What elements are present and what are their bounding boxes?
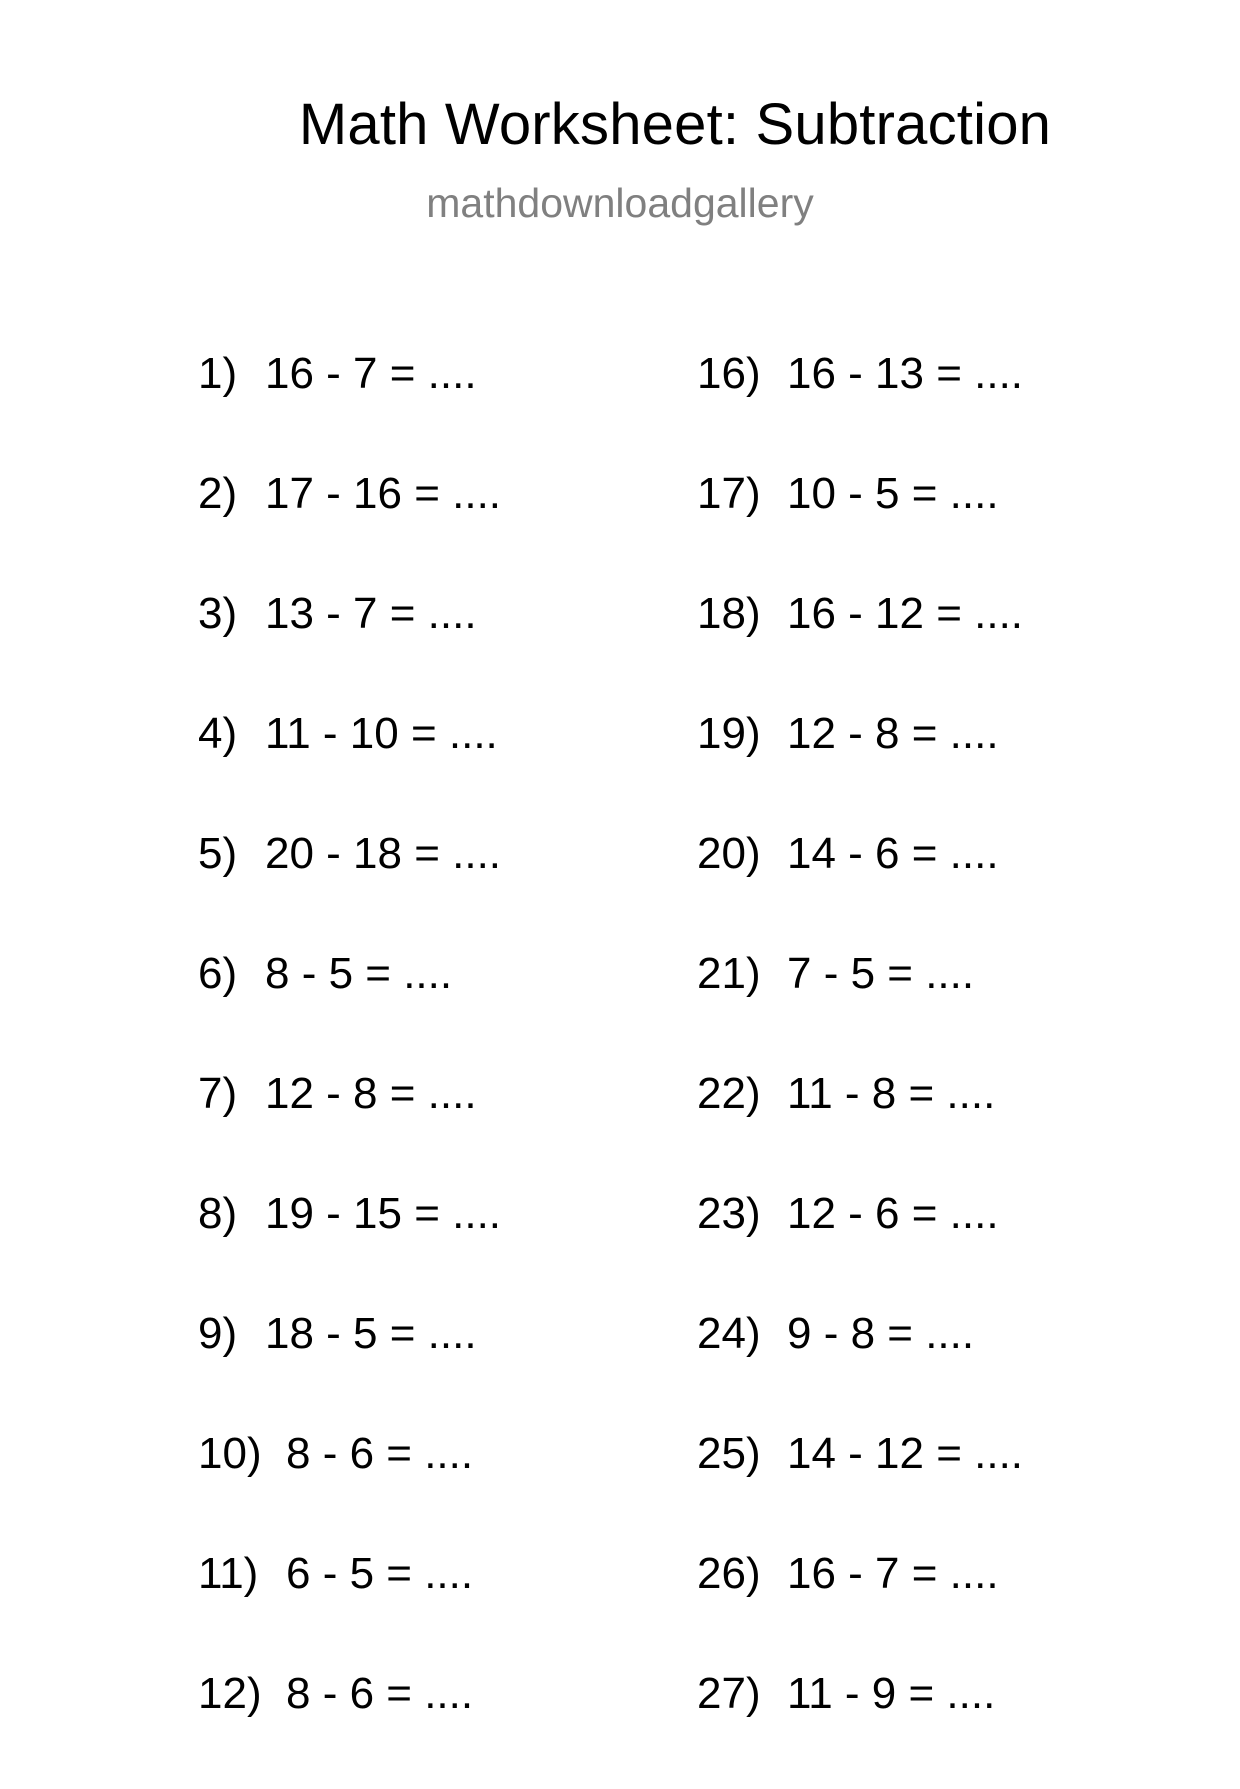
problem-item <box>198 1669 501 1789</box>
problem-number: 2) <box>198 469 238 518</box>
problem-number: 25) <box>697 1429 761 1478</box>
problem-number: 8) <box>198 1189 238 1238</box>
left-problem-column <box>198 349 501 1789</box>
problem-expression: 8 - 6 = .... <box>286 1429 474 1478</box>
problem-number: 18) <box>697 589 761 638</box>
problem-number: 7) <box>198 1069 238 1118</box>
problem-number: 27) <box>697 1669 761 1718</box>
problem-expression: 16 - 13 = .... <box>787 349 1024 398</box>
problem-expression: 17 - 16 = .... <box>265 469 502 518</box>
problem-number: 19) <box>697 709 761 758</box>
problem-expression: 7 - 5 = .... <box>787 949 975 998</box>
problem-number: 9) <box>198 1309 238 1358</box>
problem-expression: 18 - 5 = .... <box>265 1309 477 1358</box>
problem-item <box>697 1549 1023 1669</box>
problem-item <box>697 709 1023 829</box>
problem-expression: 12 - 6 = .... <box>787 1189 999 1238</box>
page-title: Math Worksheet: Subtraction <box>298 92 1052 157</box>
problem-expression: 12 - 8 = .... <box>265 1069 477 1118</box>
problem-item <box>697 1669 1023 1789</box>
problem-item <box>697 349 1023 469</box>
problem-expression: 6 - 5 = .... <box>286 1549 474 1598</box>
problem-item <box>198 589 501 709</box>
problem-expression: 19 - 15 = .... <box>265 1189 502 1238</box>
problem-expression: 12 - 8 = .... <box>787 709 999 758</box>
problem-number: 22) <box>697 1069 761 1118</box>
problem-expression: 9 - 8 = .... <box>787 1309 975 1358</box>
problem-item <box>198 949 501 1069</box>
problem-item <box>697 1069 1023 1189</box>
problem-item <box>697 949 1023 1069</box>
problem-expression: 14 - 6 = .... <box>787 829 999 878</box>
problem-expression: 10 - 5 = .... <box>787 469 999 518</box>
problem-expression: 20 - 18 = .... <box>265 829 502 878</box>
problem-number: 4) <box>198 709 238 758</box>
problem-number: 6) <box>198 949 238 998</box>
problem-item <box>198 1309 501 1429</box>
problem-number: 21) <box>697 949 761 998</box>
problem-item <box>198 469 501 589</box>
problem-expression: 11 - 9 = .... <box>787 1669 996 1718</box>
problem-item <box>697 589 1023 709</box>
problem-number: 12) <box>198 1669 262 1718</box>
problem-item <box>198 1189 501 1309</box>
problem-number: 24) <box>697 1309 761 1358</box>
problem-expression: 16 - 7 = .... <box>265 349 477 398</box>
problem-number: 20) <box>697 829 761 878</box>
problem-item <box>697 1309 1023 1429</box>
problem-expression: 8 - 5 = .... <box>265 949 453 998</box>
problem-item <box>198 709 501 829</box>
problem-expression: 16 - 12 = .... <box>787 589 1024 638</box>
problem-number: 26) <box>697 1549 761 1598</box>
page-subtitle: mathdownloadgallery <box>426 180 814 226</box>
problem-item <box>198 1549 501 1669</box>
problem-number: 11) <box>198 1549 259 1598</box>
problem-item <box>198 1429 501 1549</box>
problem-item <box>198 1069 501 1189</box>
right-problem-column <box>697 349 1023 1789</box>
problem-number: 3) <box>198 589 238 638</box>
problem-expression: 14 - 12 = .... <box>787 1429 1024 1478</box>
problem-item <box>697 1429 1023 1549</box>
problem-expression: 16 - 7 = .... <box>787 1549 999 1598</box>
problem-item <box>697 469 1023 589</box>
problem-number: 1) <box>198 349 238 398</box>
problem-expression: 8 - 6 = .... <box>286 1669 474 1718</box>
problem-number: 16) <box>697 349 761 398</box>
problem-expression: 11 - 8 = .... <box>787 1069 996 1118</box>
problem-expression: 13 - 7 = .... <box>265 589 477 638</box>
problem-number: 23) <box>697 1189 761 1238</box>
problem-number: 17) <box>697 469 761 518</box>
problem-item <box>198 829 501 949</box>
problem-item <box>697 829 1023 949</box>
problem-expression: 11 - 10 = .... <box>265 709 498 758</box>
problem-number: 5) <box>198 829 238 878</box>
problem-item <box>697 1189 1023 1309</box>
problem-number: 10) <box>198 1429 262 1478</box>
problem-item <box>198 349 501 469</box>
